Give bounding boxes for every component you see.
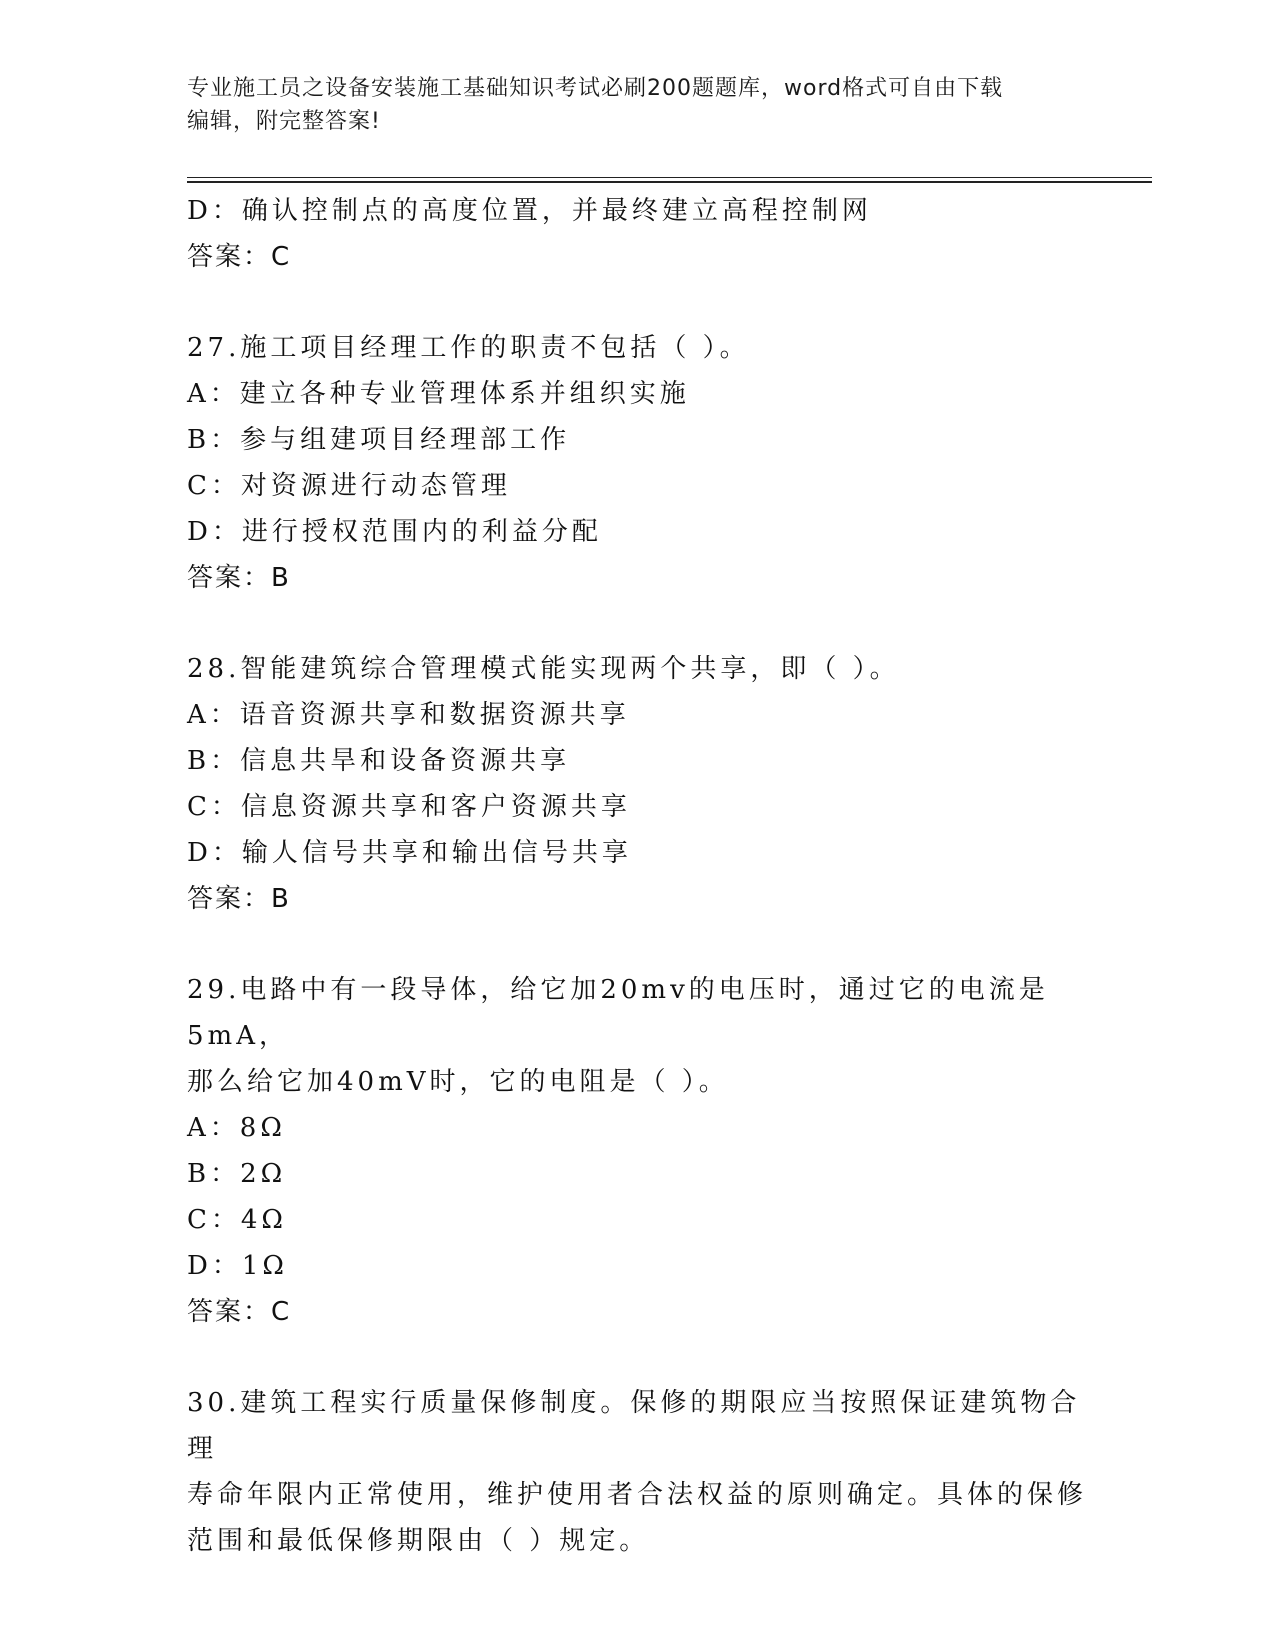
option-d: D：1Ω [187,1251,288,1281]
option-c: C：对资源进行动态管理 [187,471,511,501]
answer-line: 答案：C [187,242,292,272]
option-d: D：输人信号共享和输出信号共享 [187,838,632,868]
option-d: D：确认控制点的高度位置，并最终建立高程控制网 [187,196,872,226]
previous-question-tail [187,188,1087,280]
question-stem: 27.施工项目经理工作的职责不包括（ ）。 [187,333,750,363]
option-a: A：建立各种专业管理体系并组织实施 [187,379,690,409]
question-list [187,188,1087,1564]
option-a: A：语音资源共享和数据资源共享 [187,700,630,730]
option-b: B：信息共旱和设备资源共享 [187,746,571,776]
option-c: C：4Ω [187,1205,287,1235]
option-c: C：信息资源共享和客户资源共享 [187,792,631,822]
answer-line: 答案：B [187,884,291,914]
question-28 [187,646,1087,922]
answer-line: 答案：B [187,563,291,593]
option-a: A：8Ω [187,1113,286,1143]
option-b: B：2Ω [187,1159,287,1189]
header-line-2: 编辑，附完整答案! [187,109,381,134]
question-stem-line-2: 那么给它加40mV时，它的电阻是（ ）。 [187,1067,729,1097]
question-30 [187,1380,1087,1564]
header-divider-thick [187,181,1152,183]
header-divider-thin [187,177,1152,178]
answer-line: 答案：C [187,1297,292,1327]
document-header [187,72,1077,138]
question-29 [187,967,1087,1335]
option-b: B：参与组建项目经理部工作 [187,425,571,455]
question-27 [187,325,1087,601]
question-stem-line-2: 寿命年限内正常使用，维护使用者合法权益的原则确定。具体的保修 [187,1480,1088,1510]
option-d: D：进行授权范围内的利益分配 [187,517,602,547]
header-line-1: 专业施工员之设备安装施工基础知识考试必刷200题题库，word格式可自由下载 [187,76,1004,101]
question-stem-line-1: 30.建筑工程实行质量保修制度。保修的期限应当按照保证建筑物合理 [187,1388,1081,1464]
question-stem-line-3: 范围和最低保修期限由（ ）规定。 [187,1526,650,1556]
question-stem: 28.智能建筑综合管理模式能实现两个共享，即（ ）。 [187,654,900,684]
question-stem-line-1: 29.电路中有一段导体，给它加20mv的电压时，通过它的电流是5mA， [187,975,1049,1051]
